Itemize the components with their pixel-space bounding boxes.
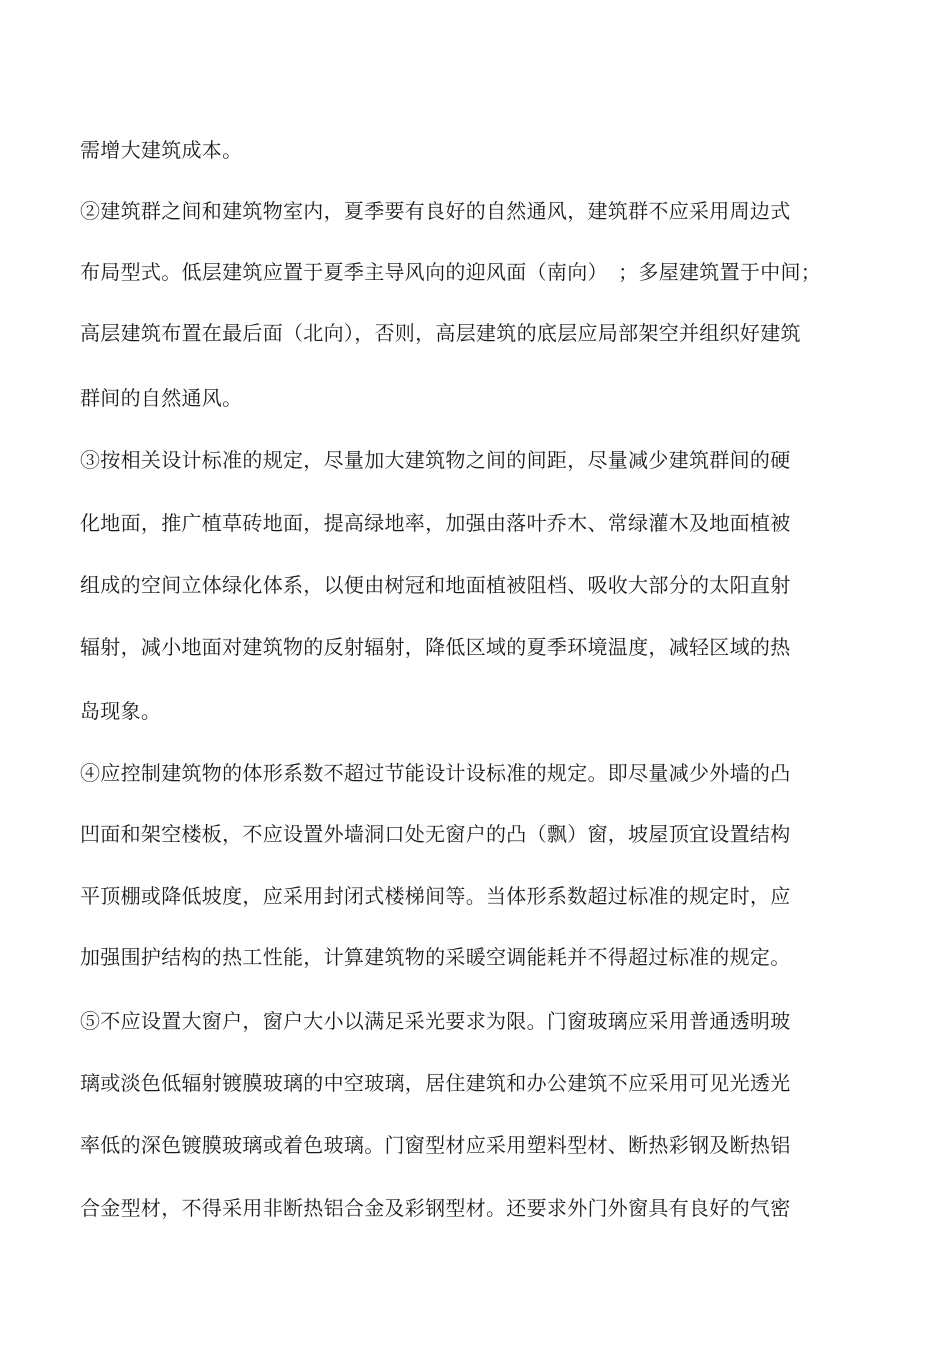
text-line-4: 高层建筑布置在最后面（北向），否则，高层建筑的底层应局部架空并组织好建筑 [80, 321, 801, 345]
text-line-3: 布局型式。低层建筑应置于夏季主导风向的迎风面（南向） ；多屋建筑置于中间； [80, 260, 822, 284]
text-line-13: 平顶棚或降低坡度，应采用封闭式楼梯间等。当体形系数超过标准的规定时，应 [80, 884, 791, 908]
text-line-17: 率低的深色镀膜玻璃或着色玻璃。门窗型材应采用塑料型材、断热彩钢及断热铝 [80, 1133, 791, 1157]
text-line-14: 加强围护结构的热工性能，计算建筑物的采暖空调能耗并不得超过标准的规定。 [80, 945, 791, 969]
text-line-9: 辐射，减小地面对建筑物的反射辐射，降低区域的夏季环境温度，减轻区域的热 [80, 635, 791, 659]
text-line-12: 凹面和架空楼板，不应设置外墙洞口处无窗户的凸（飘）窗，坡屋顶宜设置结构 [80, 822, 791, 846]
text-line-11: ④应控制建筑物的体形系数不超过节能设计设标准的规定。即尽量减少外墙的凸 [80, 761, 791, 785]
text-line-1: 需增大建筑成本。 [80, 138, 243, 162]
text-line-10: 岛现象。 [80, 699, 162, 723]
text-line-16: 璃或淡色低辐射镀膜玻璃的中空玻璃，居住建筑和办公建筑不应采用可见光透光 [80, 1071, 791, 1095]
text-line-2: ②建筑群之间和建筑物室内，夏季要有良好的自然通风，建筑群不应采用周边式 [80, 199, 791, 223]
text-line-5: 群间的自然通风。 [80, 386, 243, 410]
text-line-15: ⑤不应设置大窗户，窗户大小以满足采光要求为限。门窗玻璃应采用普通透明玻 [80, 1009, 791, 1033]
text-line-6: ③按相关设计标准的规定，尽量加大建筑物之间的间距，尽量减少建筑群间的硬 [80, 448, 791, 472]
text-line-7: 化地面，推广植草砖地面，提高绿地率，加强由落叶乔木、常绿灌木及地面植被 [80, 511, 791, 535]
text-line-18: 合金型材，不得采用非断热铝合金及彩钢型材。还要求外门外窗具有良好的气密 [80, 1196, 791, 1220]
text-line-8: 组成的空间立体绿化体系，以便由树冠和地面植被阻档、吸收大部分的太阳直射 [80, 573, 791, 597]
